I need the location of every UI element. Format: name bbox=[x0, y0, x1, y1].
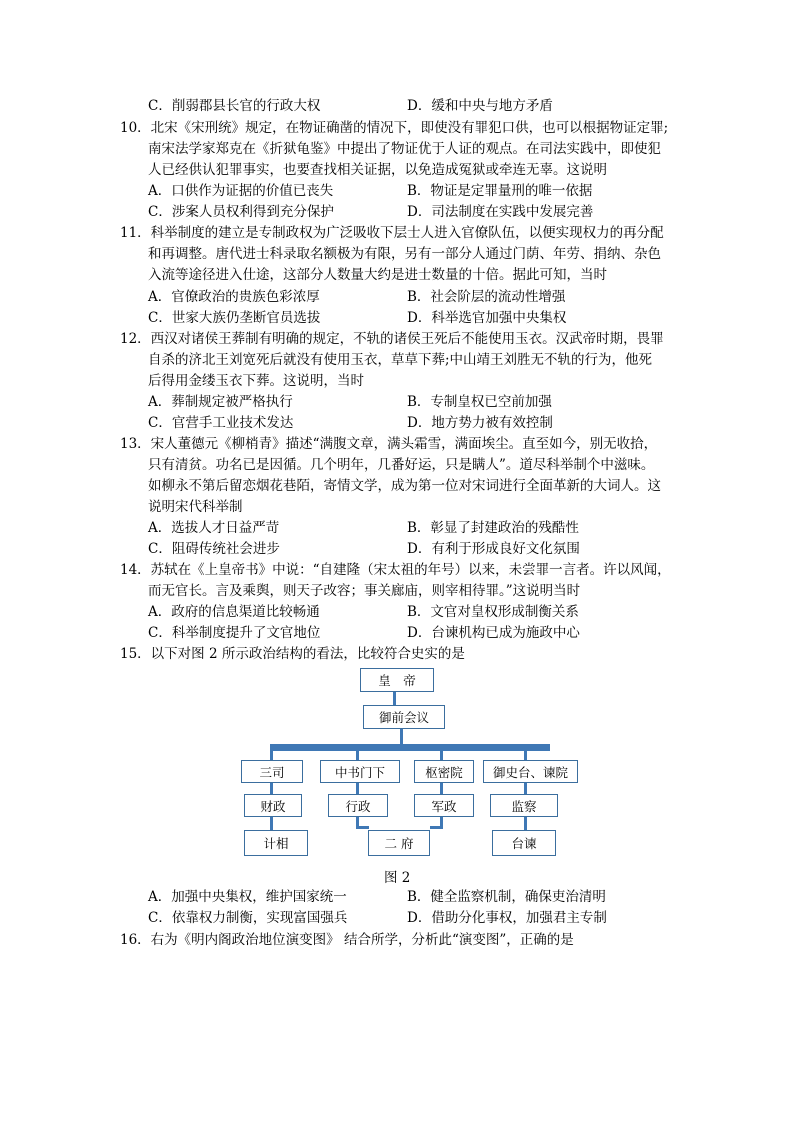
q10-stem-line-2: 南宋法学家郑克在《折狱龟鉴》中提出了物证优于人证的观点。在司法实践中，即使犯 bbox=[148, 141, 661, 157]
connector-to-zhongshu bbox=[356, 744, 359, 760]
box-xingzheng: 行政 bbox=[328, 794, 388, 817]
q13-stem-line-1: 13．宋人董德元《柳梢青》描述“满腹文章，满头霜雪，满面埃尘。直至如今，别无收拾， bbox=[120, 436, 658, 452]
box-emperor: 皇 帝 bbox=[360, 668, 434, 692]
connector-to-shumi bbox=[440, 744, 443, 760]
q13-option-c: C．阻碍传统社会进步 bbox=[148, 541, 280, 557]
connector-jiancha-taijian bbox=[524, 816, 527, 830]
q15-option-d: D．借助分化事权，加强君主专制 bbox=[407, 910, 607, 926]
connector-sansi-caizheng bbox=[270, 782, 273, 794]
q10-option-a: A．口供作为证据的价值已丧失 bbox=[148, 183, 334, 199]
q14-option-b: B．文官对皇权形成制衡关系 bbox=[407, 604, 579, 620]
box-yushitai-jianyuan: 御史台、谏院 bbox=[483, 760, 578, 783]
connector-to-yushi bbox=[524, 744, 527, 760]
q9-option-c: C．削弱郡县长官的行政大权 bbox=[148, 98, 321, 114]
q14-option-a: A．政府的信息渠道比较畅通 bbox=[148, 604, 320, 620]
q10-option-b: B．物证是定罪量刑的唯一依据 bbox=[407, 183, 593, 199]
q12-option-a: A．葬制规定被严格执行 bbox=[148, 394, 293, 410]
figure-caption: 图 2 bbox=[384, 870, 411, 886]
q12-stem-line-2: 自杀的济北王刘宽死后就没有使用玉衣，草草下葬;中山靖王刘胜无不轨的行为，他死 bbox=[148, 352, 653, 368]
box-taijian: 台谏 bbox=[492, 830, 556, 856]
q13-option-d: D．有利于形成良好文化氛围 bbox=[407, 541, 580, 557]
connector-shumi-junzheng bbox=[440, 782, 443, 794]
q12-stem-line-3: 后得用金缕玉衣下葬。这说明，当时 bbox=[148, 373, 364, 389]
q15-stem: 15．以下对图 2 所示政治结构的看法，比较符合史实的是 bbox=[120, 646, 465, 662]
connector-zhongshu-xingzheng bbox=[356, 782, 359, 794]
box-caizheng: 财政 bbox=[244, 794, 302, 817]
political-structure-diagram bbox=[238, 664, 578, 860]
q13-stem-line-3: 如柳永不第后留恋烟花巷陌，寄情文学，成为第一位对宋词进行全面革新的大词人。这 bbox=[148, 478, 661, 494]
q13-stem-line-2: 只有清贫。功名已是因循。几个明年，几番好运，只是瞒人”。道尽科举制个中滋味。 bbox=[148, 457, 655, 473]
q11-stem-line-3: 入流等途径进入仕途，这部分人数量大约是进士数量的十倍。据此可知，当时 bbox=[148, 267, 607, 283]
q12-stem-line-1: 12．西汉对诸侯王葬制有明确的规定，不轨的诸侯王死后不能使用玉衣。汉武帝时期，畏罪 bbox=[120, 331, 664, 347]
box-shumiyuan: 枢密院 bbox=[414, 760, 474, 783]
box-jiancha: 监察 bbox=[490, 794, 558, 817]
q13-option-a: A．选拔人才日益严苛 bbox=[148, 520, 280, 536]
q14-stem-line-2: 而无官长。言及乘舆，则天子改容；事关廊庙，则宰相待罪。”这说明当时 bbox=[148, 583, 581, 599]
q14-option-c: C．科举制度提升了文官地位 bbox=[148, 625, 321, 641]
box-erfu: 二 府 bbox=[368, 830, 430, 856]
q13-stem-line-4: 说明宋代科举制 bbox=[148, 499, 243, 515]
connector-erfu-right bbox=[430, 826, 443, 829]
box-sansi: 三司 bbox=[241, 760, 303, 783]
q9-option-d: D．缓和中央与地方矛盾 bbox=[407, 98, 553, 114]
q11-option-c: C．世家大族仍垄断官员选拔 bbox=[148, 310, 321, 326]
q14-option-d: D．台谏机构已成为施政中心 bbox=[407, 625, 580, 641]
q14-stem-line-1: 14．苏轼在《上皇帝书》中说：“自建隆（宋太祖的年号）以来，未尝罪一言者。许以风闻， bbox=[120, 562, 671, 578]
q16-stem: 16．右为《明内阁政治地位演变图》 结合所学，分析此“演变图”，正确的是 bbox=[120, 932, 574, 948]
q15-option-a: A．加强中央集权，维护国家统一 bbox=[148, 889, 347, 905]
box-imperial-council: 御前会议 bbox=[363, 705, 445, 729]
q11-option-b: B．社会阶层的流动性增强 bbox=[407, 289, 566, 305]
q11-option-d: D．科举选官加强中央集权 bbox=[407, 310, 567, 326]
connector-horizontal-top bbox=[270, 744, 550, 751]
connector-erfu-left bbox=[356, 826, 369, 829]
connector-caizheng-jixiang bbox=[270, 816, 273, 830]
q10-stem-line-1: 10．北宋《宋刑统》规定，在物证确凿的情况下，即使没有罪犯口供，也可以根据物证定罪; bbox=[120, 120, 669, 136]
q11-stem-line-1: 11．科举制度的建立是专制政权为广泛吸收下层士人进入官僚队伍，以便实现权力的再分配 bbox=[120, 225, 664, 241]
q15-option-b: B．健全监察机制，确保吏治清明 bbox=[407, 889, 606, 905]
q12-option-b: B．专制皇权已空前加强 bbox=[407, 394, 552, 410]
q12-option-c: C．官营手工业技术发达 bbox=[148, 415, 294, 431]
q12-option-d: D．地方势力被有效控制 bbox=[407, 415, 553, 431]
q13-option-b: B．彰显了封建政治的残酷性 bbox=[407, 520, 579, 536]
q10-option-c: C．涉案人员权利得到充分保护 bbox=[148, 204, 334, 220]
connector-yushi-jiancha bbox=[524, 782, 527, 794]
connector-to-sansi bbox=[270, 744, 273, 760]
box-jixiang: 计相 bbox=[244, 830, 308, 856]
q11-stem-line-2: 和再调整。唐代进士科录取名额极为有限，另有一部分人通过门荫、年劳、捐纳、杂色 bbox=[148, 246, 661, 262]
q15-option-c: C．依靠权力制衡，实现富国强兵 bbox=[148, 910, 348, 926]
box-zhongshu-menxia: 中书门下 bbox=[320, 760, 400, 783]
q10-option-d: D．司法制度在实践中发展完善 bbox=[407, 204, 594, 220]
q11-option-a: A．官僚政治的贵族色彩浓厚 bbox=[148, 289, 320, 305]
box-junzheng: 军政 bbox=[414, 794, 474, 817]
q10-stem-line-3: 人已经供认犯罪事实，也要查找相关证据，以免造成冤狱或牵连无辜。这说明 bbox=[148, 162, 607, 178]
